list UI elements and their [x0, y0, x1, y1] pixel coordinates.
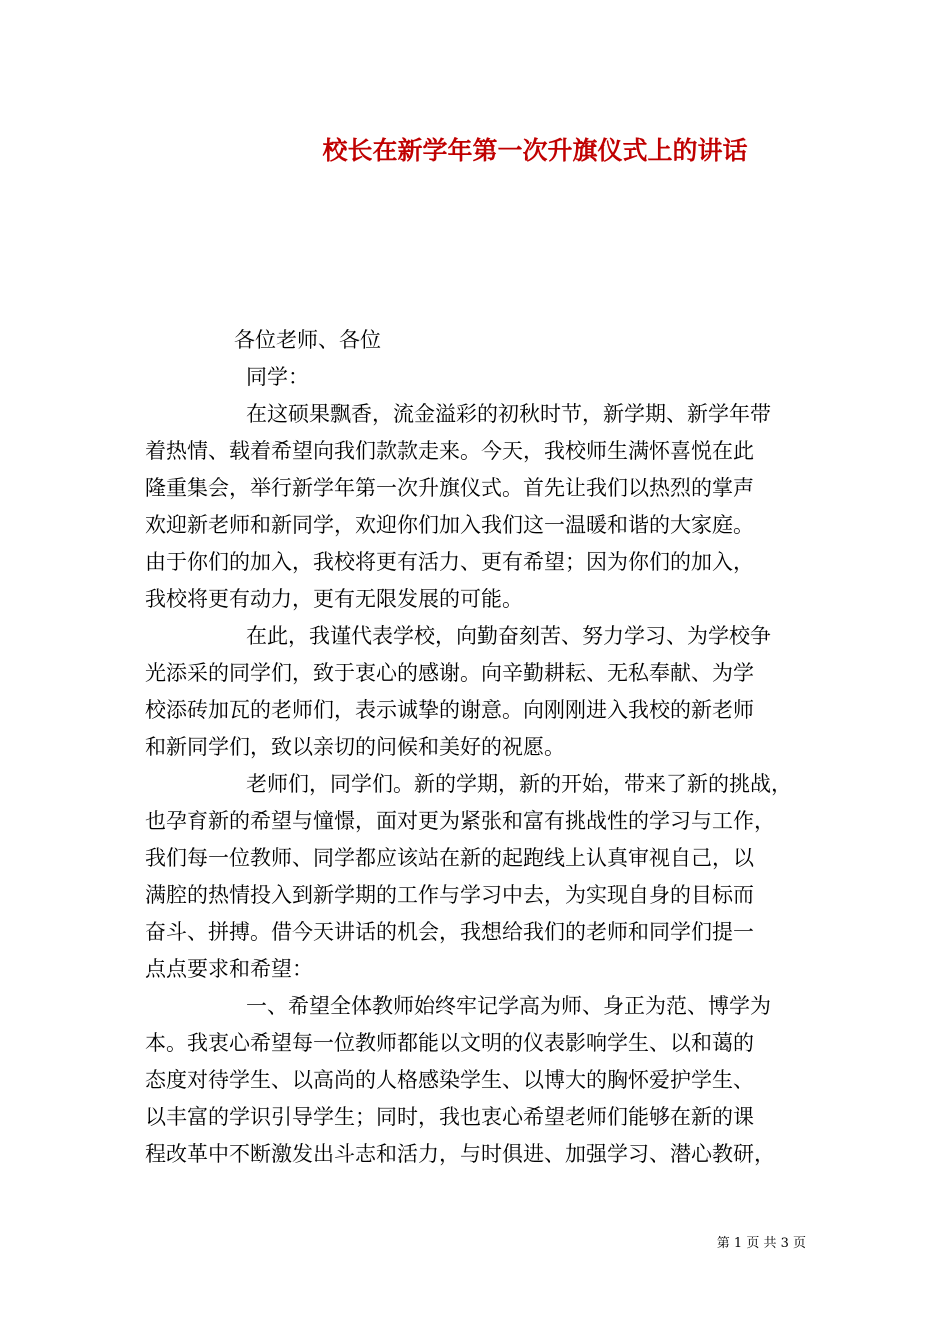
salutation-line-2: 同学： [246, 365, 309, 389]
paragraph-line: 也孕育新的希望与憧憬，面对更为紧张和富有挑战性的学习与工作， [145, 809, 775, 833]
paragraph-line: 欢迎新老师和新同学，欢迎你们加入我们这一温暖和谐的大家庭。 [145, 513, 754, 537]
paragraph-line: 校添砖加瓦的老师们，表示诚挚的谢意。向刚刚进入我校的新老师 [145, 698, 754, 722]
paragraph-line: 程改革中不断激发出斗志和活力，与时俱进、加强学习、潜心教研， [145, 1142, 775, 1166]
paragraph-line: 隆重集会，举行新学年第一次升旗仪式。首先让我们以热烈的掌声 [145, 476, 754, 500]
paragraph-line: 我们每一位教师、同学都应该站在新的起跑线上认真审视自己，以 [145, 846, 754, 870]
paragraph-line: 和新同学们，致以亲切的问候和美好的祝愿。 [145, 735, 565, 759]
paragraph-line: 着热情、载着希望向我们款款走来。今天，我校师生满怀喜悦在此 [145, 439, 754, 463]
paragraph-line: 奋斗、拼搏。借今天讲话的机会，我想给我们的老师和同学们提一 [145, 920, 754, 944]
document-title: 校长在新学年第一次升旗仪式上的讲话 [322, 136, 748, 165]
paragraph-line: 由于你们的加入，我校将更有活力、更有希望；因为你们的加入， [145, 550, 754, 574]
salutation-line-1: 各位老师、各位 [234, 328, 381, 352]
paragraph-line: 光添采的同学们，致于衷心的感谢。向辛勤耕耘、无私奉献、为学 [145, 661, 754, 685]
paragraph-line: 以丰富的学识引导学生；同时，我也衷心希望老师们能够在新的课 [145, 1105, 754, 1129]
page-footer: 第 1 页 共 3 页 [716, 1236, 806, 1251]
paragraph-line: 态度对待学生、以高尚的人格感染学生、以博大的胸怀爱护学生、 [145, 1068, 754, 1092]
paragraph-line: 一、希望全体教师始终牢记学高为师、身正为范、博学为 [246, 994, 771, 1018]
paragraph-line: 点点要求和希望： [145, 957, 313, 981]
paragraph-line: 在这硕果飘香，流金溢彩的初秋时节，新学期、新学年带 [246, 402, 771, 426]
paragraph-line: 老师们，同学们。新的学期，新的开始，带来了新的挑战， [246, 772, 792, 796]
paragraph-line: 本。我衷心希望每一位教师都能以文明的仪表影响学生、以和蔼的 [145, 1031, 754, 1055]
paragraph-line: 满腔的热情投入到新学期的工作与学习中去，为实现自身的目标而 [145, 883, 754, 907]
paragraph-line: 在此，我谨代表学校，向勤奋刻苦、努力学习、为学校争 [246, 624, 771, 648]
paragraph-line: 我校将更有动力，更有无限发展的可能。 [145, 587, 523, 611]
